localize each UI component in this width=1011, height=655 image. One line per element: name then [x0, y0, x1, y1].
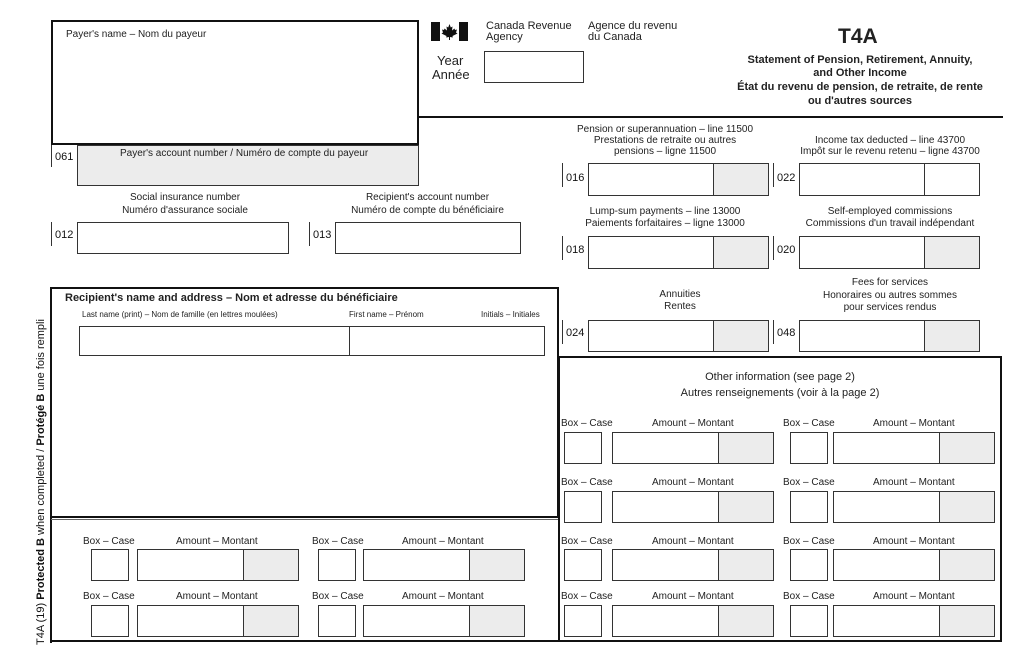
other-box-code-field[interactable] — [790, 605, 828, 637]
other-box-code-field[interactable] — [790, 549, 828, 581]
side-text-suffix: une fois rempli — [35, 319, 47, 394]
other-amount-field[interactable] — [612, 432, 719, 464]
other-amount-field[interactable] — [612, 491, 719, 523]
side-text-bold2: Protégé B — [35, 393, 47, 446]
amount-label: Amount – Montant — [873, 477, 955, 488]
box-label: Box – Case — [561, 591, 613, 602]
canada-flag-icon — [431, 22, 468, 41]
side-text-mid: when completed / — [35, 445, 47, 538]
box-022-cents-field[interactable] — [924, 163, 980, 196]
form-left-edge-line — [50, 287, 52, 643]
box-label: Box – Case — [783, 536, 835, 547]
box-024-label-1: Annuities — [659, 289, 701, 300]
box-label: Box – Case — [561, 536, 613, 547]
amount-label: Amount – Montant — [176, 591, 258, 602]
recipient-first-name-field[interactable] — [349, 326, 545, 356]
box-label: Box – Case — [312, 536, 364, 547]
box-label: Box – Case — [561, 418, 613, 429]
box-label: Box – Case — [83, 591, 135, 602]
other-cents-field[interactable] — [718, 549, 774, 581]
other-cents-field[interactable] — [718, 491, 774, 523]
lower-section-line — [51, 519, 558, 520]
box-number-022: 022 — [775, 169, 797, 187]
other-box-code-field[interactable] — [564, 605, 602, 637]
amount-label: Amount – Montant — [652, 418, 734, 429]
box-020-left-border — [773, 236, 774, 260]
agency-fr-line2: du Canada — [588, 31, 642, 43]
box-018-label-2: Paiements forfaitaires – ligne 13000 — [585, 218, 745, 229]
box-018-left-border — [562, 236, 563, 260]
box-number-061: 061 — [53, 148, 75, 166]
other-amount-field[interactable] — [833, 605, 940, 637]
box-024-amount-field[interactable] — [588, 320, 714, 352]
other-amount-field[interactable] — [833, 432, 940, 464]
other-cents-field[interactable] — [939, 605, 995, 637]
payer-account-left-border — [51, 145, 52, 167]
other-cents-field[interactable] — [718, 605, 774, 637]
other-cents-field[interactable] — [469, 549, 525, 581]
year-field[interactable] — [484, 51, 584, 83]
recipient-top-line — [51, 287, 559, 289]
box-number-018: 018 — [564, 241, 586, 259]
header-divider-line — [419, 116, 1003, 118]
agency-en-line1: Canada Revenue — [486, 20, 572, 32]
other-amount-field[interactable] — [137, 605, 244, 637]
sin-label-en: Social insurance number — [129, 192, 241, 203]
box-024-label-2: Rentes — [664, 301, 696, 312]
recipient-last-name-label: Last name (print) – Nom de famille (en lettres moulées) — [82, 310, 278, 319]
box-048-amount-field[interactable] — [799, 320, 925, 352]
amount-label: Amount – Montant — [873, 591, 955, 602]
other-box-code-field[interactable] — [790, 432, 828, 464]
other-box-code-field[interactable] — [318, 605, 356, 637]
other-cents-field[interactable] — [939, 432, 995, 464]
other-cents-field[interactable] — [939, 549, 995, 581]
other-box-code-field[interactable] — [564, 432, 602, 464]
side-text-prefix: T4A (19) — [35, 599, 47, 645]
box-label: Box – Case — [561, 477, 613, 488]
box-024-cents-field[interactable] — [713, 320, 769, 352]
amount-label: Amount – Montant — [873, 418, 955, 429]
box-016-left-border — [562, 163, 563, 187]
box-number-012: 012 — [53, 226, 75, 244]
form-title-en-2: and Other Income — [813, 67, 907, 79]
agency-fr-line1: Agence du revenu — [588, 20, 678, 32]
agency-en-line2: Agency — [486, 31, 523, 43]
box-048-label-3: pour services rendus — [843, 302, 937, 313]
amount-label: Amount – Montant — [652, 591, 734, 602]
box-label: Box – Case — [783, 477, 835, 488]
other-amount-field[interactable] — [137, 549, 244, 581]
other-amount-field[interactable] — [833, 549, 940, 581]
recipient-account-left-border — [309, 222, 310, 246]
other-info-title-fr: Autres renseignements (voir à la page 2) — [680, 387, 880, 399]
other-cents-field[interactable] — [939, 491, 995, 523]
other-amount-field[interactable] — [363, 605, 470, 637]
box-020-label-1: Self-employed commissions — [827, 206, 953, 217]
other-amount-field[interactable] — [833, 491, 940, 523]
other-amount-field[interactable] — [363, 549, 470, 581]
recipient-account-label-en: Recipient's account number — [365, 192, 490, 203]
other-cents-field[interactable] — [243, 605, 299, 637]
other-amount-field[interactable] — [612, 549, 719, 581]
payer-name-label: Payer's name – Nom du payeur — [66, 29, 207, 40]
box-label: Box – Case — [312, 591, 364, 602]
sin-label-fr: Numéro d'assurance sociale — [122, 205, 248, 216]
other-cents-field[interactable] — [243, 549, 299, 581]
box-016-label-2: Prestations de retraite ou autres — [593, 135, 737, 146]
box-020-cents-field[interactable] — [924, 236, 980, 269]
box-016-label-1: Pension or superannuation – line 11500 — [576, 124, 754, 135]
box-022-left-border — [773, 163, 774, 187]
amount-label: Amount – Montant — [176, 536, 258, 547]
year-label-en: Year — [437, 53, 464, 68]
box-016-cents-field[interactable] — [713, 163, 769, 196]
box-020-amount-field[interactable] — [799, 236, 925, 269]
form-title-fr-1: État du revenu de pension, de retraite, de rente — [737, 81, 983, 93]
other-box-code-field[interactable] — [564, 491, 602, 523]
other-box-code-field[interactable] — [91, 549, 129, 581]
other-cents-field[interactable] — [469, 605, 525, 637]
year-label-fr: Année — [432, 67, 470, 82]
recipient-account-field[interactable] — [335, 222, 521, 254]
recipient-bottom-line — [51, 516, 559, 518]
box-label: Box – Case — [783, 591, 835, 602]
recipient-first-name-label: First name – Prénom — [349, 310, 424, 319]
sin-field[interactable] — [77, 222, 289, 254]
box-018-amount-field[interactable] — [588, 236, 714, 269]
amount-label: Amount – Montant — [652, 536, 734, 547]
box-024-left-border — [562, 320, 563, 344]
box-048-label-1: Fees for services — [851, 277, 929, 288]
side-text-bold: Protected B — [35, 538, 47, 600]
other-box-code-field[interactable] — [790, 491, 828, 523]
box-number-020: 020 — [775, 241, 797, 259]
amount-label: Amount – Montant — [873, 536, 955, 547]
sin-left-border — [51, 222, 52, 246]
recipient-last-name-field[interactable] — [79, 326, 350, 356]
box-048-cents-field[interactable] — [924, 320, 980, 352]
box-number-013: 013 — [311, 226, 333, 244]
other-box-code-field[interactable] — [564, 549, 602, 581]
form-title-en-1: Statement of Pension, Retirement, Annuity, — [747, 54, 973, 66]
recipient-account-label-fr: Numéro de compte du bénéficiaire — [351, 205, 504, 216]
box-048-left-border — [773, 320, 774, 344]
form-bottom-line — [51, 640, 559, 642]
box-048-label-2: Honoraires ou autres sommes — [823, 290, 957, 301]
box-016-amount-field[interactable] — [588, 163, 714, 196]
amount-label: Amount – Montant — [402, 591, 484, 602]
other-amount-field[interactable] — [612, 605, 719, 637]
box-018-cents-field[interactable] — [713, 236, 769, 269]
box-022-label-1: Income tax deducted – line 43700 — [814, 135, 966, 146]
amount-label: Amount – Montant — [402, 536, 484, 547]
other-info-title-en: Other information (see page 2) — [705, 371, 855, 383]
recipient-address-area[interactable] — [60, 360, 550, 510]
payer-account-label: Payer's account number / Numéro de compte du payeur — [120, 148, 369, 159]
other-box-code-field[interactable] — [318, 549, 356, 581]
box-018-label-1: Lump-sum payments – line 13000 — [589, 206, 741, 217]
box-number-048: 048 — [775, 324, 797, 342]
protected-b-side-text — [35, 285, 47, 645]
recipient-initials-label: Initials – Initiales — [481, 310, 540, 319]
form-title-fr-2: ou d'autres sources — [807, 95, 913, 107]
box-label: Box – Case — [783, 418, 835, 429]
recipient-title: Recipient's name and address – Nom et adresse du bénéficiaire — [65, 292, 398, 304]
other-box-code-field[interactable] — [91, 605, 129, 637]
box-label: Box – Case — [83, 536, 135, 547]
other-cents-field[interactable] — [718, 432, 774, 464]
box-016-label-3: pensions – ligne 11500 — [613, 146, 717, 157]
box-number-024: 024 — [564, 324, 586, 342]
box-number-016: 016 — [564, 169, 586, 187]
box-022-amount-field[interactable] — [799, 163, 925, 196]
box-022-label-2: Impôt sur le revenu retenu – ligne 43700 — [800, 146, 980, 157]
amount-label: Amount – Montant — [652, 477, 734, 488]
box-020-label-2: Commissions d'un travail indépendant — [805, 218, 975, 229]
form-code: T4A — [838, 25, 878, 48]
